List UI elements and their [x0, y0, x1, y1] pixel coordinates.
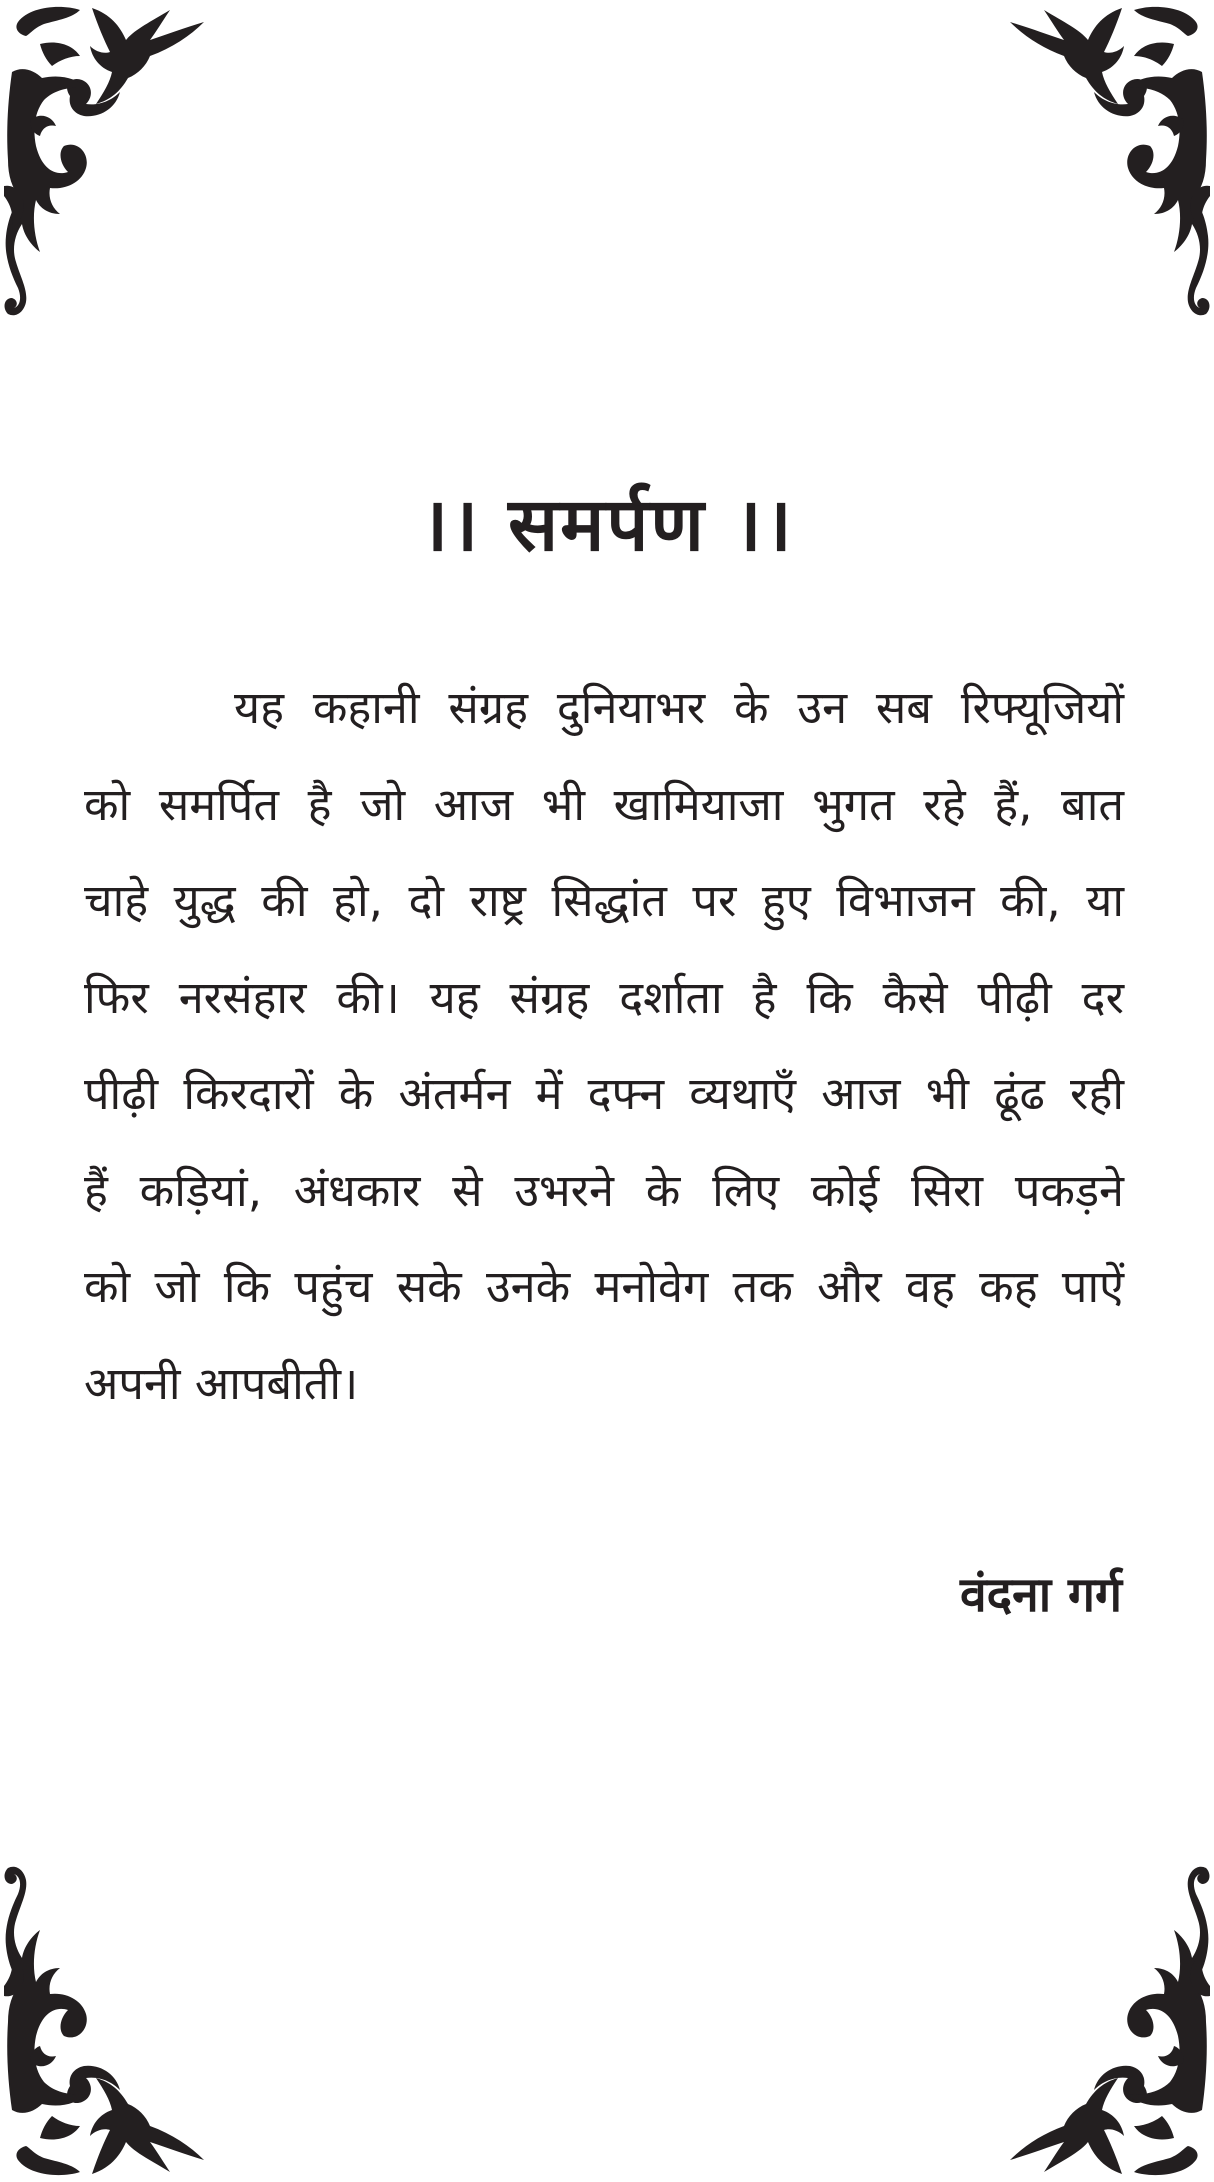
page-title: ।। समर्पण ।। [420, 482, 794, 568]
paragraph-line: यह कहानी संग्रह दुनियाभर के उन सब रिफ्यूजियों [234, 681, 1124, 734]
floral-corner-ornament-icon [1002, 0, 1214, 320]
paragraph-line: को जो कि पहुंच सके उनके मनोवेग तक और वह कह पाऐं [84, 1260, 1124, 1313]
paragraph-line: हैं कड़ियां, अंधकार से उभरने के लिए कोई सिरा पकड़ने [84, 1163, 1124, 1217]
author-signature: वंदना गर्ग [959, 1567, 1122, 1623]
floral-corner-ornament-icon [1002, 1862, 1214, 2182]
floral-corner-ornament-icon [0, 0, 212, 320]
paragraph-line: अपनी आपबीती। [84, 1356, 359, 1410]
paragraph-line: पीढ़ी किरदारों के अंतर्मन में दफ्न व्यथाएँ आज भी ढूंढ रही [84, 1067, 1124, 1120]
paragraph-line: को समर्पित है जो आज भी खामियाजा भुगत रहे हैं, बात [84, 777, 1124, 831]
floral-corner-ornament-icon [0, 1862, 212, 2182]
paragraph-line: फिर नरसंहार की। यह संग्रह दर्शाता है कि कैसे पीढ़ी दर [84, 970, 1124, 1024]
dedication-paragraph [84, 660, 1124, 1432]
paragraph-line: चाहे युद्ध की हो, दो राष्ट्र सिद्धांत पर हुए विभाजन की, या [84, 874, 1124, 927]
